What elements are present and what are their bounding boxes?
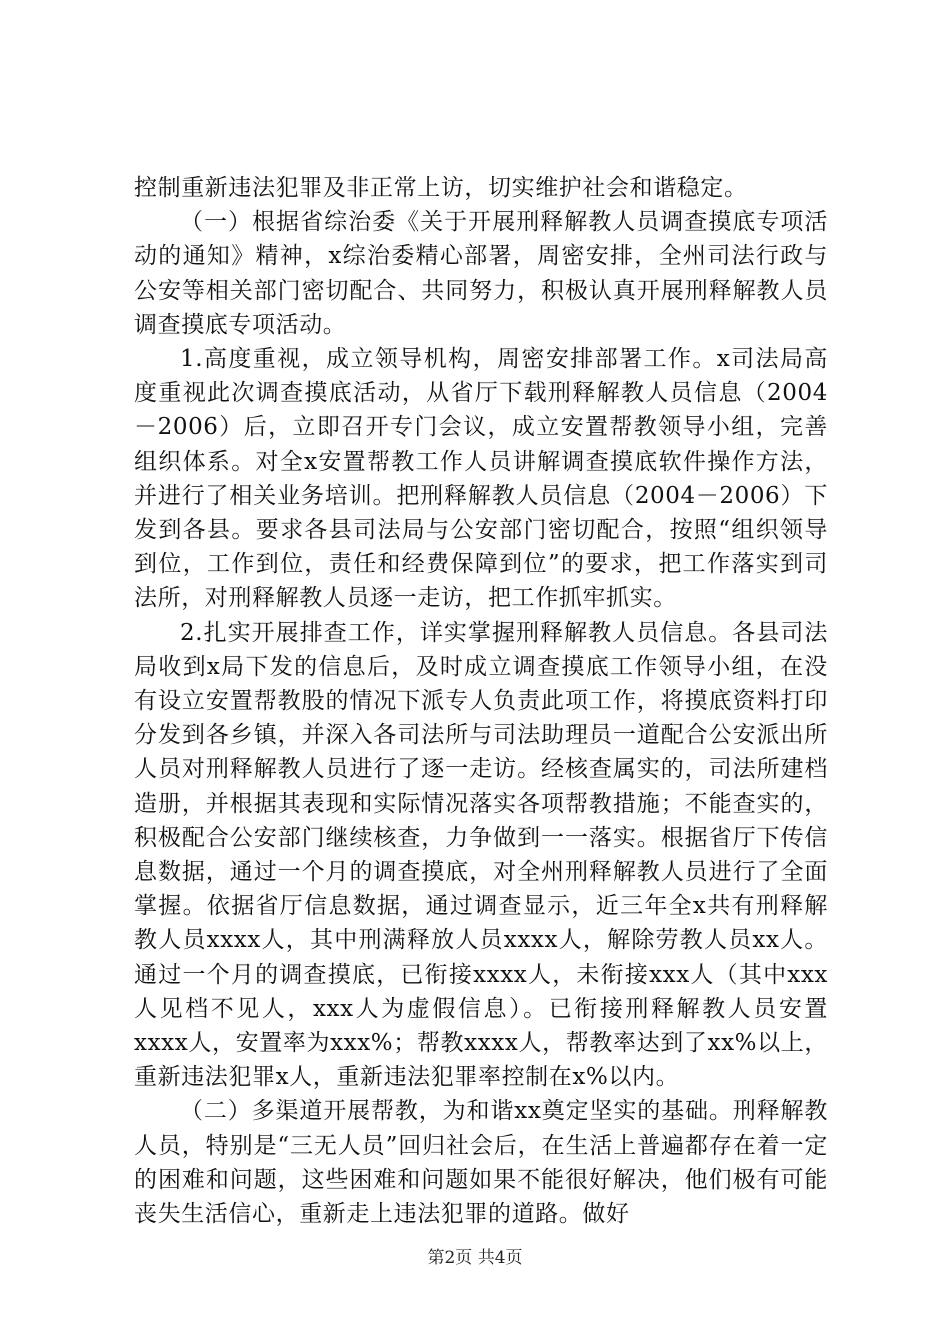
paragraph-section-two: （二）多渠道开展帮教，为和谐xx奠定坚实的基础。刑释解教人员，特别是“三无人员”回归社会后，在生活上普遍都存在着一定的困难和问题，这些困难和问题如果不能很好解决，他们极有可能丧失生活信心，重新走上违法犯罪的道路。做好	[134, 1098, 828, 1228]
paragraph-item-one: 1.高度重视，成立领导机构，周密安排部署工作。x司法局高度重视此次调查摸底活动，从省厅下载刑释解教人员信息（2004－2006）后，立即召开专门会议，成立安置帮教领导小组，完善组织体系。对全x安置帮教工作人员讲解调查摸底软件操作方法，并进行了相关业务培训。把刑释解教人员信息（2004－2006）下发到各县。要求各县司法局与公安部门密切配合，按照“组织领导到位，工作到位，责任和经费保障到位”的要求，把工作落实到司法所，对刑释解教人员逐一走访，把工作抓牢抓实。	[134, 346, 828, 612]
page-number-footer: 第2页 共4页	[427, 1248, 523, 1268]
paragraph-section-one: （一）根据省综治委《关于开展刑释解教人员调查摸底专项活动的通知》精神，x综治委精心部署，周密安排，全州司法行政与公安等相关部门密切配合、共同努力，积极认真开展刑释解教人员调查摸底专项活动。	[134, 209, 828, 338]
paragraph-continuation: 控制重新违法犯罪及非正常上访，切实维护社会和谐稳定。	[134, 175, 748, 201]
document-body	[134, 171, 828, 1231]
paragraph-item-two: 2.扎实开展排查工作，详实掌握刑释解教人员信息。各县司法局收到x局下发的信息后，及时成立调查摸底工作领导小组，在没有设立安置帮教股的情况下派专人负责此项工作，将摸底资料打印分发到各乡镇，并深入各司法所与司法助理员一道配合公安派出所人员对刑释解教人员进行了逐一走访。经核查属实的，司法所建档造册，并根据其表现和实际情况落实各项帮教措施；不能查实的，积极配合公安部门继续核查，力争做到一一落实。根据省厅下传信息数据，通过一个月的调查摸底，对全州刑释解教人员进行了全面掌握。依据省厅信息数据，通过调查显示，近三年全x共有刑释解教人员xxxx人，其中刑满释放人员xxxx人，解除劳教人员xx人。通过一个月的调查摸底，已衔接xxxx人，未衔接xxx人（其中xxx人见档不见人，xxx人为虚假信息）。已衔接刑释解教人员安置xxxx人，安置率为xxx%；帮教xxxx人，帮教率达到了xx%以上，重新违法犯罪x人，重新违法犯罪率控制在x%以内。	[134, 619, 828, 1091]
